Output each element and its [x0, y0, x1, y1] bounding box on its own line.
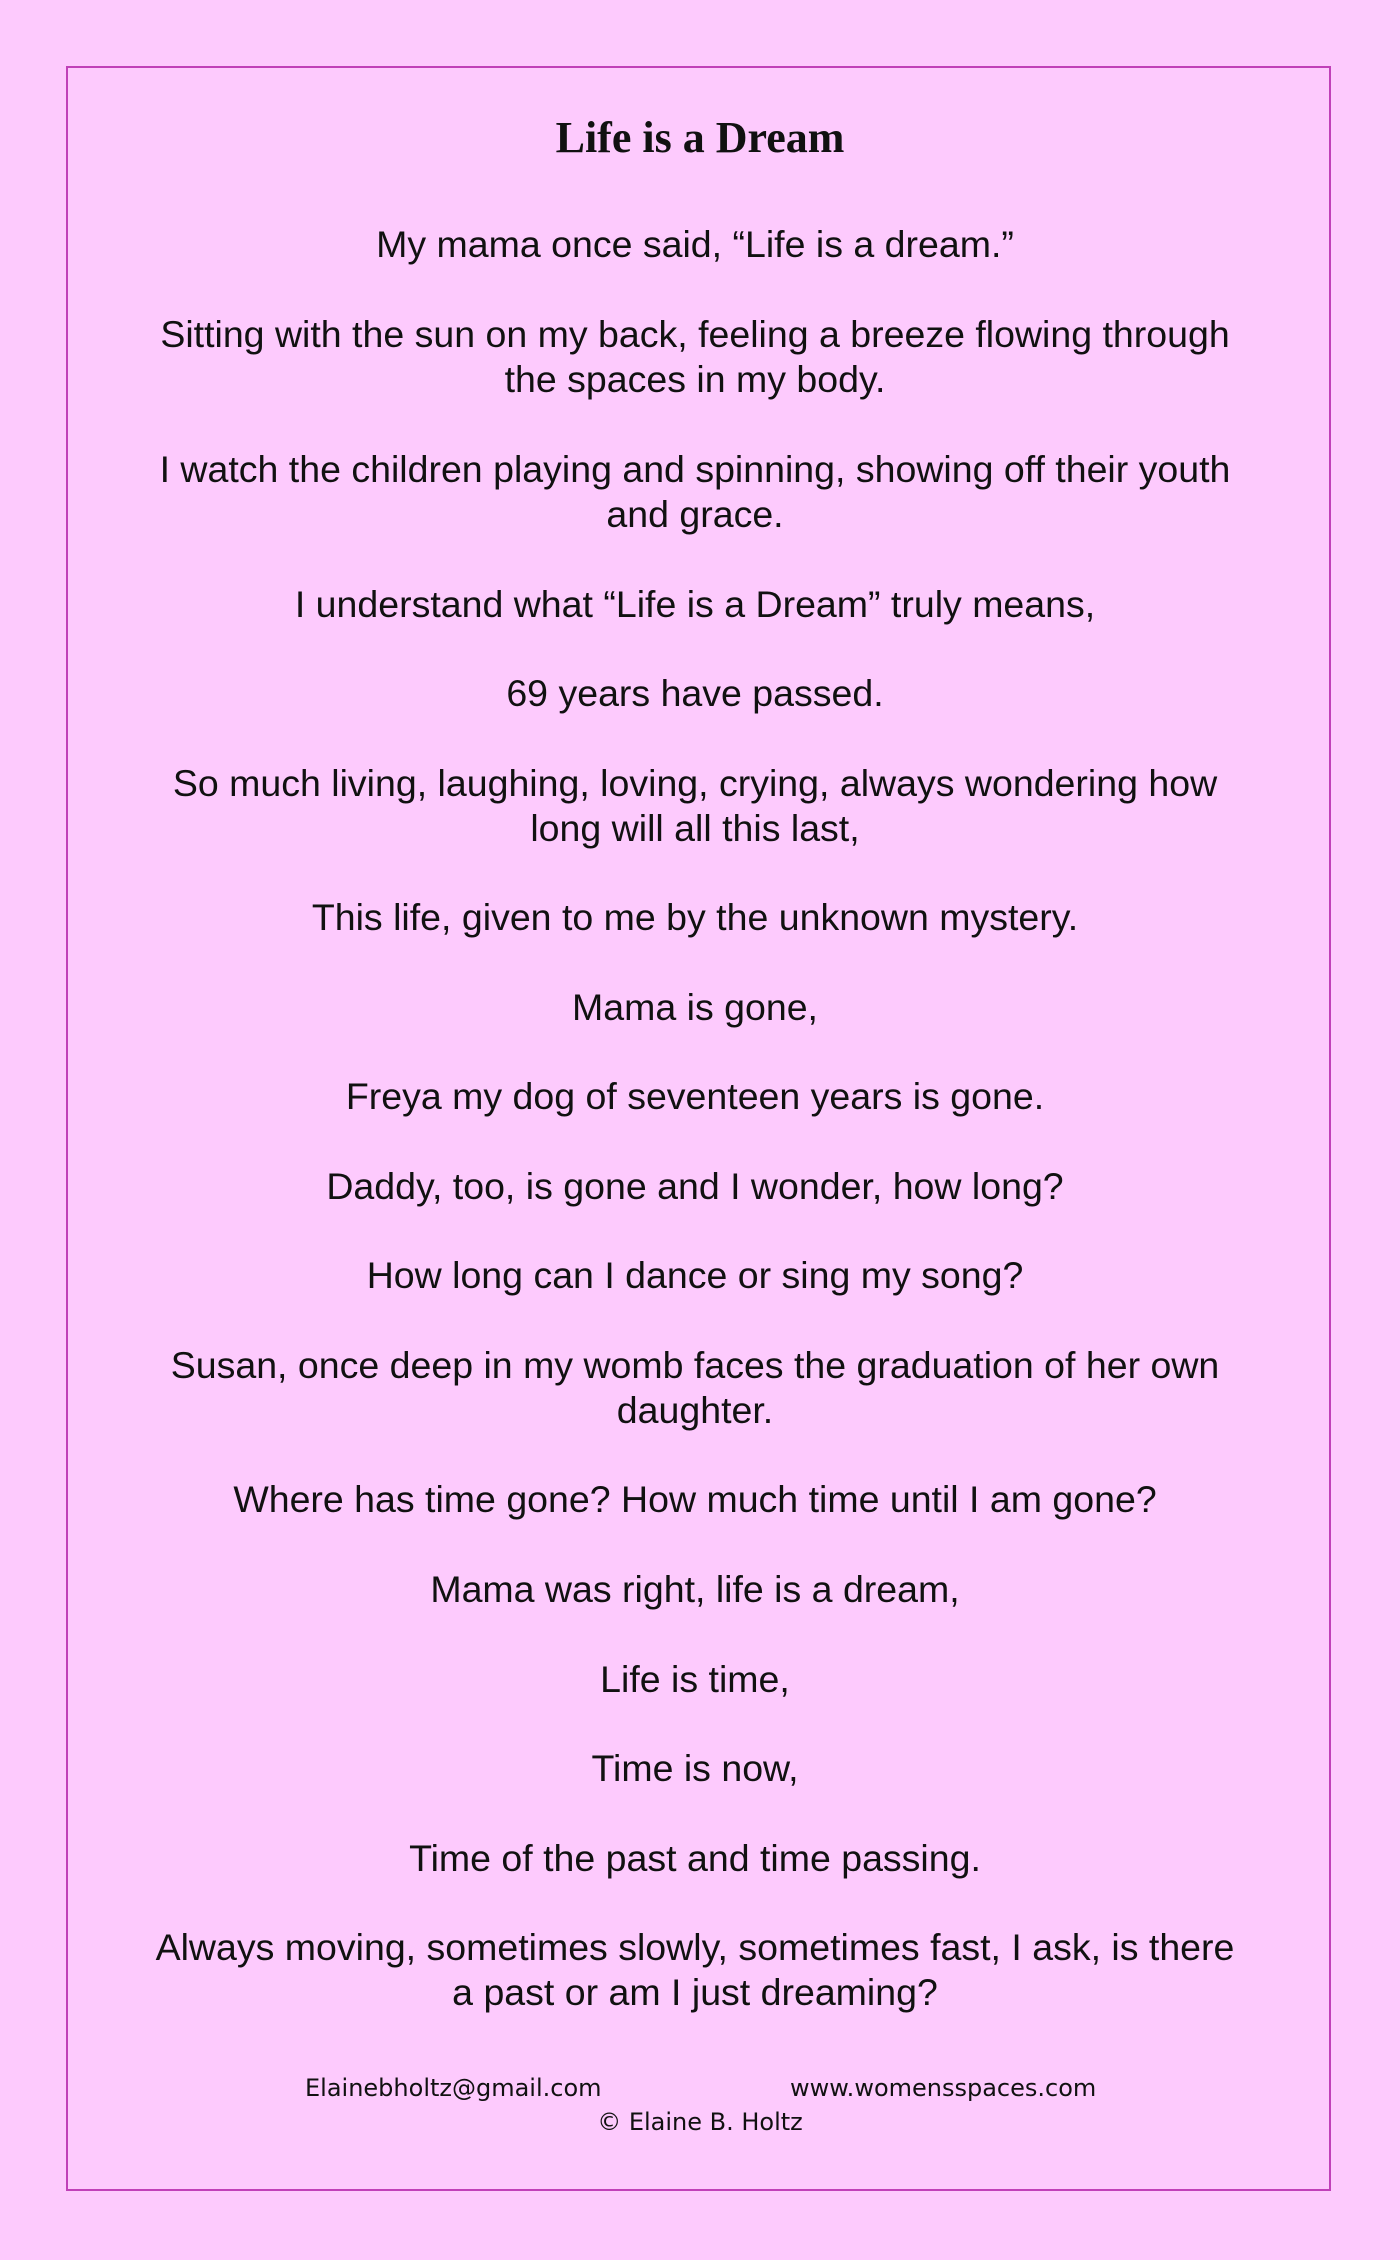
stanza: My mama once said, “Life is a dream.” — [376, 223, 1014, 265]
stanza: This life, given to me by the unknown mystery. — [311, 896, 1079, 938]
stanza: So much living, laughing, loving, crying, always wondering how long will all this last, — [172, 762, 1218, 849]
footer-email: Elainebholtz@gmail.com — [305, 2074, 602, 2102]
stanza: Mama is gone, — [572, 986, 818, 1028]
footer-website: www.womensspaces.com — [790, 2074, 1097, 2102]
stanza: Where has time gone? How much time until I am gone? — [233, 1478, 1157, 1520]
stanza: Sitting with the sun on my back, feeling a breeze flowing through the spaces in my body. — [160, 313, 1230, 400]
stanza: 69 years have passed. — [506, 672, 884, 714]
stanza: Time is now, — [591, 1747, 799, 1789]
stanza: Mama was right, life is a dream, — [430, 1568, 960, 1610]
poem-title: Life is a Dream — [555, 113, 845, 162]
stanza: How long can I dance or sing my song? — [366, 1254, 1024, 1296]
stanza: I understand what “Life is a Dream” truly means, — [294, 583, 1096, 625]
stanza: I watch the children playing and spinning, showing off their youth and grace. — [159, 448, 1231, 535]
stanza: Life is time, — [600, 1658, 790, 1700]
footer-copyright: © Elaine B. Holtz — [597, 2108, 803, 2136]
stanza: Daddy, too, is gone and I wonder, how long? — [326, 1165, 1064, 1207]
stanza: Susan, once deep in my womb faces the graduation of her own daughter. — [170, 1344, 1220, 1431]
stanza: Time of the past and time passing. — [409, 1837, 981, 1879]
stanza: Freya my dog of seventeen years is gone. — [345, 1075, 1045, 1117]
stanza: Always moving, sometimes slowly, sometimes fast, I ask, is there a past or am I just dreaming? — [155, 1926, 1235, 2013]
